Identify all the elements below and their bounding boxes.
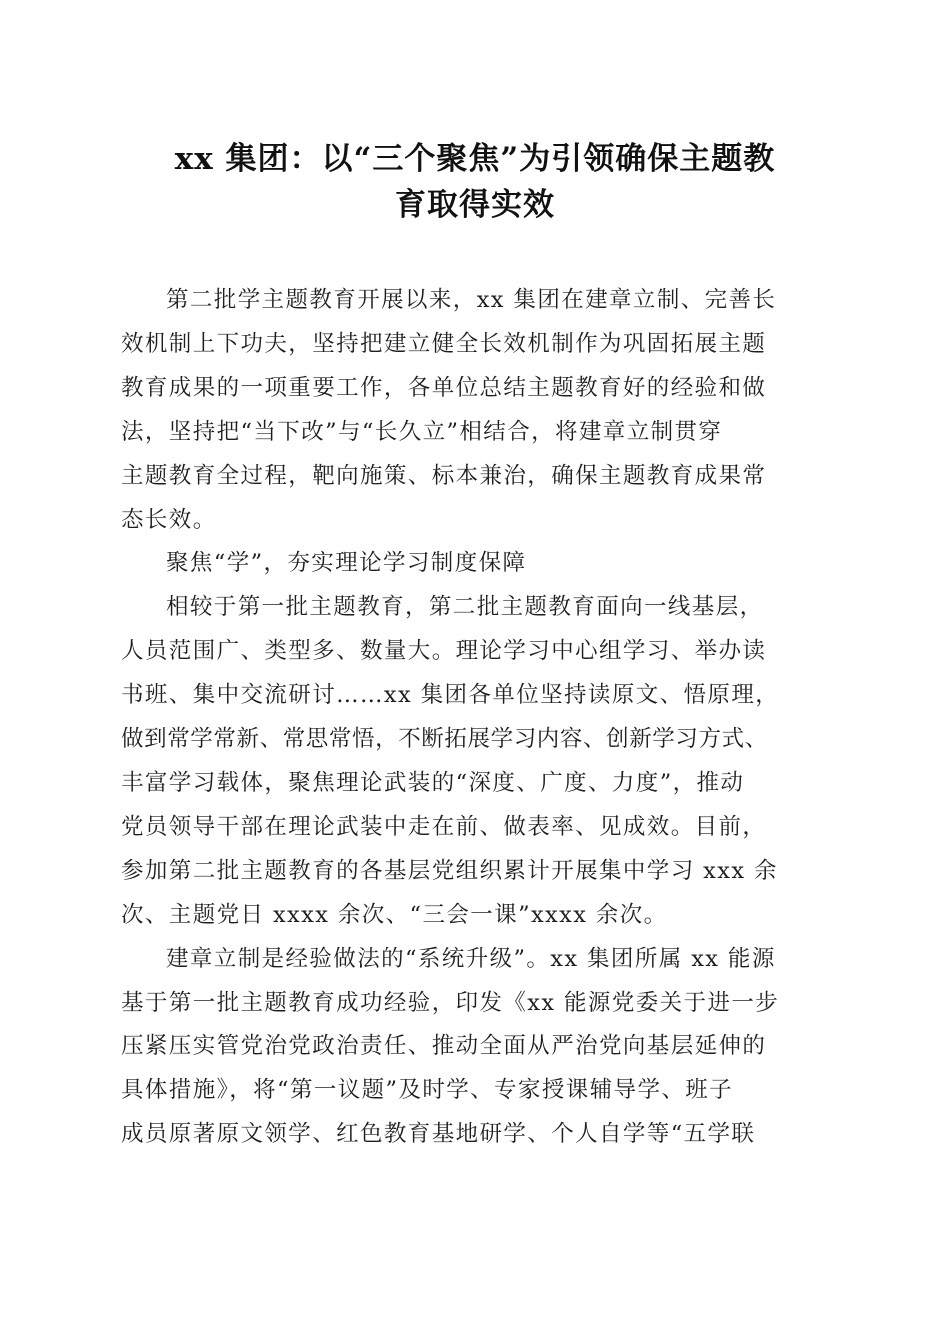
text-line: 党员领导干部在理论武装中走在前、做表率、见成效。目前，	[121, 813, 767, 840]
title-line: 育取得实效	[395, 187, 555, 223]
text-line: 压紧压实管党治党政治责任、推动全面从严治党向基层延伸的	[121, 1033, 767, 1060]
text-line: 成员原著原文领学、红色教育基地研学、个人自学等“五学联	[121, 1121, 756, 1148]
text-line: 次、主题党日 xxxx 余次、“三会一课”xxxx 余次。	[121, 901, 668, 928]
text-line: 人员范围广、类型多、数量大。理论学习中心组学习、举办读	[121, 638, 767, 665]
document-body	[121, 279, 829, 1157]
text-line: 相较于第一批主题教育，第二批主题教育面向一线基层，	[166, 594, 764, 621]
text-line: 态长效。	[121, 506, 217, 533]
document-title	[100, 136, 850, 228]
text-line: 第二批学主题教育开展以来，xx 集团在建章立制、完善长	[166, 287, 777, 313]
text-line: 法，坚持把“当下改”与“长久立”相结合，将建章立制贯穿	[121, 418, 723, 445]
text-line: 做到常学常新、常思常悟，不断拓展学习内容、创新学习方式、	[121, 726, 768, 753]
body-paragraph	[121, 586, 829, 937]
text-line: 参加第二批主题教育的各基层党组织累计开展集中学习 xxx 余	[121, 857, 778, 884]
text-line: 教育成果的一项重要工作，各单位总结主题教育好的经验和做	[121, 374, 767, 401]
section-heading: 聚焦“学”，夯实理论学习制度保障	[166, 550, 527, 577]
text-line: 书班、集中交流研讨……xx 集团各单位坚持读原文、悟原理，	[121, 682, 780, 709]
text-line: 基于第一批主题教育成功经验，印发《xx 能源党委关于进一步	[121, 989, 780, 1016]
intro-paragraph	[121, 279, 829, 542]
text-line: 丰富学习载体，聚焦理论武装的“深度、广度、力度”，推动	[121, 769, 745, 796]
body-paragraph	[121, 938, 829, 1158]
text-line: 主题教育全过程，靶向施策、标本兼治，确保主题教育成果常	[121, 462, 767, 489]
text-line: 效机制上下功夫，坚持把建立健全长效机制作为巩固拓展主题	[121, 330, 767, 357]
title-line: xx 集团：以“三个聚焦”为引领确保主题教	[174, 141, 776, 177]
text-line: 具体措施》，将“第一议题”及时学、专家授课辅导学、班子	[121, 1077, 734, 1104]
text-line: 建章立制是经验做法的“系统升级”。xx 集团所属 xx 能源	[166, 945, 776, 972]
